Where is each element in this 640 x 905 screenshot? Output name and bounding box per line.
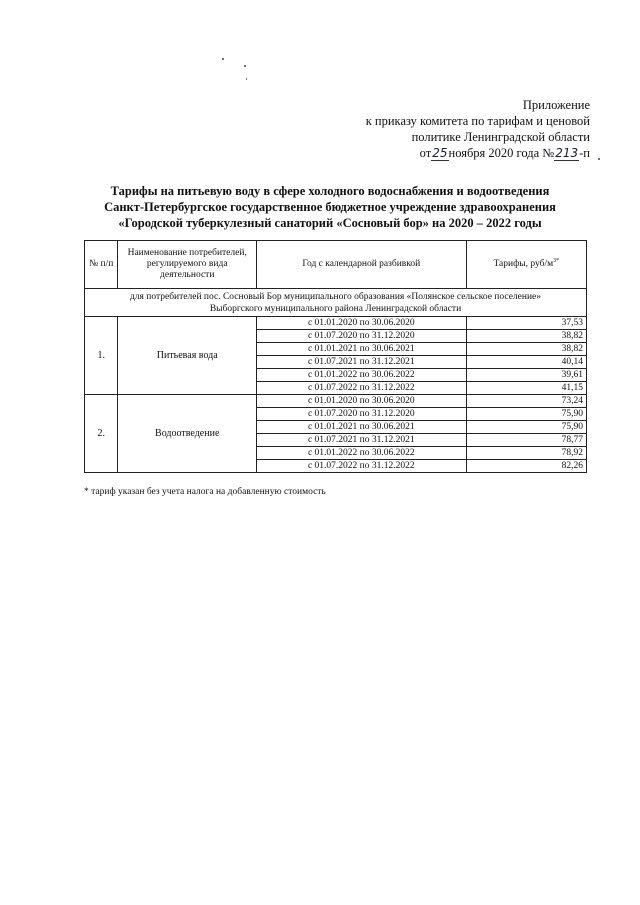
date-prefix: от xyxy=(419,146,432,160)
period-cell: с 01.07.2022 по 31.12.2022 xyxy=(257,382,467,395)
title-line-3: «Городской туберкулезный санаторий «Сосновый бор» на 2020 – 2022 годы xyxy=(118,216,542,230)
scope-line-2: Выборгского муниципального района Ленинградской области xyxy=(209,303,462,314)
scan-speck xyxy=(244,65,246,67)
appendix-order-ref: к приказу комитета по тарифам и ценовой xyxy=(365,114,590,128)
appendix-date-line xyxy=(340,145,590,161)
order-number: 213 xyxy=(555,146,579,160)
scan-speck xyxy=(222,58,224,60)
tariff-value-cell: 41,15 xyxy=(466,382,586,395)
scan-speck xyxy=(598,158,600,160)
table-header-row xyxy=(85,241,587,289)
tariff-value-cell: 38,82 xyxy=(466,330,586,343)
tariff-value-cell: 40,14 xyxy=(466,356,586,369)
table-row xyxy=(85,395,587,408)
date-rest: ноября 2020 года № xyxy=(448,146,555,160)
header-tariff-sup: 3* xyxy=(553,257,560,264)
period-cell: с 01.01.2022 по 30.06.2022 xyxy=(257,447,467,460)
header-period: Год с календарной разбивкой xyxy=(257,241,467,289)
title-line-2: Санкт-Петербургское государственное бюджетное учреждение здравоохранения xyxy=(104,200,556,214)
footnote: * тариф указан без учета налога на добавленную стоимость xyxy=(84,487,326,497)
appendix-header xyxy=(340,97,590,161)
header-name: Наименование потребителей, регулируемого вида деятельности xyxy=(118,241,257,289)
tariff-value-cell: 73,24 xyxy=(466,395,586,408)
period-cell: с 01.01.2020 по 30.06.2020 xyxy=(257,395,467,408)
appendix-title: Приложение xyxy=(522,98,590,112)
table-row xyxy=(85,317,587,330)
tariff-value-cell: 38,82 xyxy=(466,343,586,356)
period-cell: с 01.07.2020 по 31.12.2020 xyxy=(257,330,467,343)
scope-line-1: для потребителей пос. Сосновый Бор муниципального образования «Полянское сельское поселение» xyxy=(129,291,542,302)
scan-speck xyxy=(246,78,247,80)
period-cell: с 01.01.2021 по 30.06.2021 xyxy=(257,343,467,356)
period-cell: с 01.01.2022 по 30.06.2022 xyxy=(257,369,467,382)
tariff-value-cell: 39,61 xyxy=(466,369,586,382)
tariff-value-cell: 75,90 xyxy=(466,408,586,421)
document-title xyxy=(70,183,590,231)
tariff-table xyxy=(84,240,587,473)
title-line-1: Тарифы на питьевую воду в сфере холодного водоснабжения и водоотведения xyxy=(110,184,550,198)
tariff-value-cell: 78,77 xyxy=(466,434,586,447)
header-num: № п/п xyxy=(85,241,118,289)
date-day: 25 xyxy=(432,146,448,160)
header-tariff xyxy=(466,241,586,289)
tariff-value-cell: 78,92 xyxy=(466,447,586,460)
appendix-committee: политике Ленинградской области xyxy=(411,130,590,144)
tariff-value-cell: 37,53 xyxy=(466,317,586,330)
tariff-value-cell: 75,90 xyxy=(466,421,586,434)
group-index: 1. xyxy=(85,317,118,395)
period-cell: с 01.07.2020 по 31.12.2020 xyxy=(257,408,467,421)
period-cell: с 01.01.2020 по 30.06.2020 xyxy=(257,317,467,330)
group-service-name: Водоотведение xyxy=(118,395,257,473)
period-cell: с 01.07.2021 по 31.12.2021 xyxy=(257,434,467,447)
period-cell: с 01.07.2021 по 31.12.2021 xyxy=(257,356,467,369)
group-index: 2. xyxy=(85,395,118,473)
tariff-value-cell: 82,26 xyxy=(466,460,586,473)
number-suffix: -п xyxy=(579,146,590,160)
scope-row xyxy=(85,289,587,317)
period-cell: с 01.07.2022 по 31.12.2022 xyxy=(257,460,467,473)
group-service-name: Питьевая вода xyxy=(118,317,257,395)
scope-cell xyxy=(85,289,587,317)
header-tariff-text: Тарифы, руб/м xyxy=(493,259,554,269)
period-cell: с 01.01.2021 по 30.06.2021 xyxy=(257,421,467,434)
